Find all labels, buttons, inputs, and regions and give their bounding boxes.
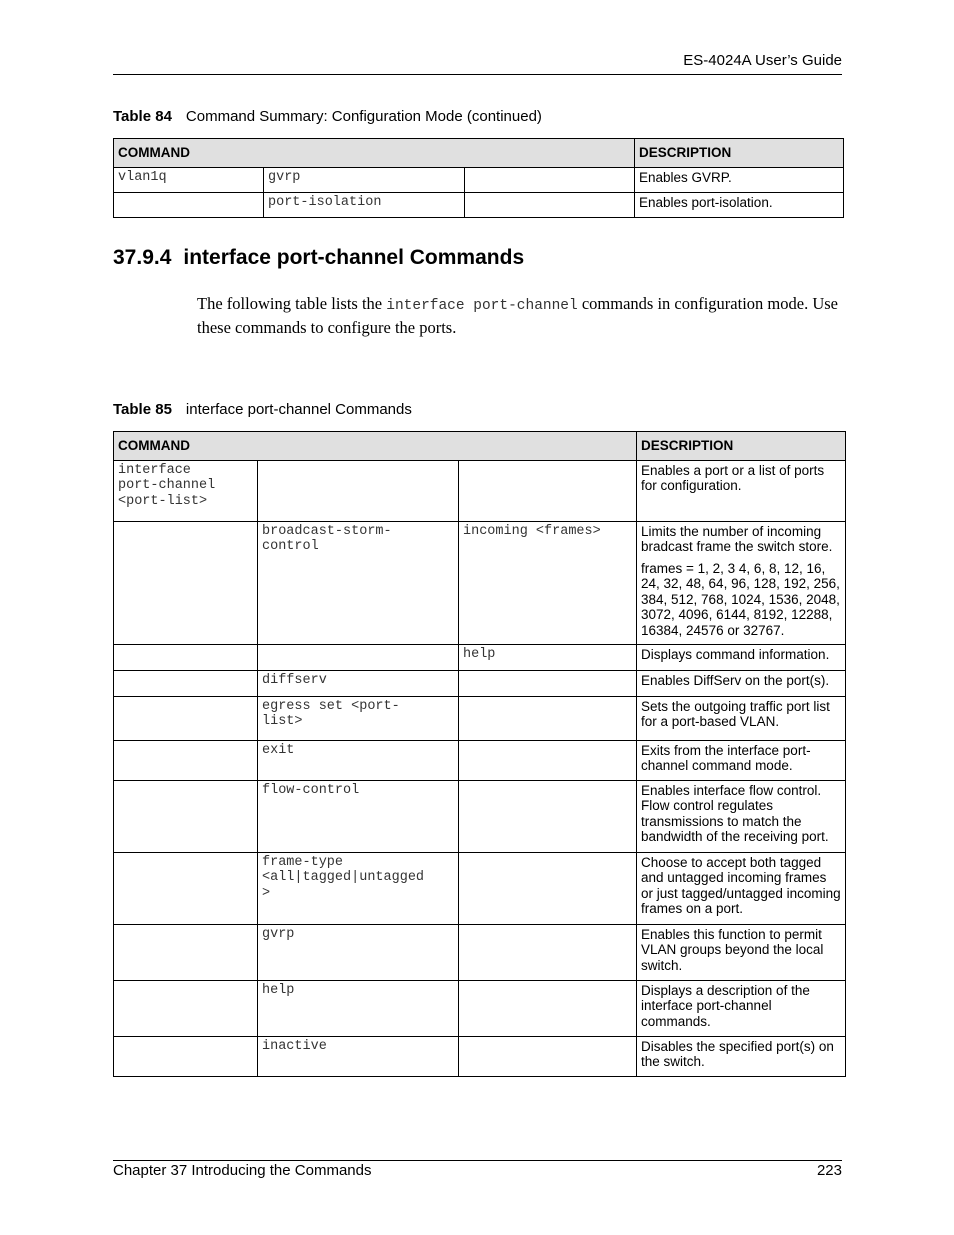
command-cell (114, 670, 258, 696)
description-text: Exits from the interface port-channel command mode. (641, 742, 811, 773)
command-cell: gvrp (258, 924, 459, 980)
description-cell (637, 780, 846, 852)
table-85-caption (113, 401, 412, 418)
table-row (114, 924, 846, 980)
command-cell (114, 1036, 258, 1076)
description-text: Enables DiffServ on the port(s). (641, 672, 830, 688)
command-cell (465, 167, 635, 192)
command-cell: help (258, 980, 459, 1036)
command-cell (459, 924, 637, 980)
table-row (114, 670, 846, 696)
table-row (114, 780, 846, 852)
command-cell (114, 696, 258, 740)
table-85-header-row (114, 432, 846, 461)
description-text: Enables GVRP. (639, 169, 732, 185)
table-84-label: Table 84 (113, 108, 172, 125)
command-cell (459, 1036, 637, 1076)
table-84-caption (113, 108, 542, 125)
description-text: Enables interface flow control. Flow control regulates transmissions to match the bandwidth of the receiving port. (641, 782, 829, 844)
command-cell: incoming <frames> (459, 521, 637, 644)
description-text: Sets the outgoing traffic port list for a port-based VLAN. (641, 698, 830, 729)
command-cell (459, 670, 637, 696)
command-cell: gvrp (264, 167, 465, 192)
command-cell (459, 852, 637, 924)
table-row (114, 1036, 846, 1076)
description-cell (637, 644, 846, 670)
description-text: Displays command information. (641, 646, 830, 662)
intro-text-before: The following table lists the (197, 294, 387, 313)
command-cell: broadcast-storm- control (258, 521, 459, 644)
section-heading (113, 246, 524, 270)
table-84-header-row (114, 139, 844, 168)
command-cell (459, 696, 637, 740)
table-row (114, 740, 846, 780)
table-row (114, 521, 846, 644)
command-cell (114, 192, 264, 217)
description-cell (637, 670, 846, 696)
command-cell (114, 740, 258, 780)
command-cell (114, 924, 258, 980)
description-cell (637, 521, 846, 644)
command-cell (114, 780, 258, 852)
command-cell: help (459, 644, 637, 670)
table-85-header-description: DESCRIPTION (637, 432, 846, 461)
intro-code: interface port-channel (386, 298, 578, 314)
command-cell: exit (258, 740, 459, 780)
description-text: frames = 1, 2, 3 4, 6, 8, 12, 16, 24, 32, 48, 64, 96, 128, 192, 256, 384, 512, 768, 1024, 1536, 2048, 3072, 4096, 6144, 8192, 12288, 16384, 24576 or 32767. (641, 560, 840, 638)
header-rule (113, 74, 842, 75)
command-cell: frame-type <all|tagged|untagged > (258, 852, 459, 924)
command-cell: vlan1q (114, 167, 264, 192)
table-84-header-description: DESCRIPTION (635, 139, 844, 168)
table-row (114, 460, 846, 521)
description-cell (637, 460, 846, 521)
command-cell (114, 644, 258, 670)
description-text: Choose to accept both tagged and untagged incoming frames or just tagged/untagged incoming frames on a port. (641, 854, 841, 916)
table-84 (113, 138, 844, 218)
command-cell: egress set <port- list> (258, 696, 459, 740)
command-cell (459, 980, 637, 1036)
table-row (114, 644, 846, 670)
command-cell: port-isolation (264, 192, 465, 217)
command-cell (459, 740, 637, 780)
command-cell (258, 460, 459, 521)
command-cell: inactive (258, 1036, 459, 1076)
description-cell (637, 740, 846, 780)
table-row (114, 192, 844, 217)
command-cell (258, 644, 459, 670)
table-85-header-command: COMMAND (114, 432, 637, 461)
footer-chapter: Chapter 37 Introducing the Commands (113, 1162, 372, 1179)
command-cell: diffserv (258, 670, 459, 696)
command-cell (459, 780, 637, 852)
description-cell (637, 852, 846, 924)
section-title: interface port-channel Commands (183, 246, 525, 269)
description-text: Disables the specified port(s) on the switch. (641, 1038, 834, 1069)
table-85 (113, 431, 846, 1077)
command-cell (465, 192, 635, 217)
table-85-label: Table 85 (113, 401, 172, 418)
description-text: Enables this function to permit VLAN groups beyond the local switch. (641, 926, 824, 973)
description-cell (637, 696, 846, 740)
footer-rule (113, 1160, 842, 1161)
section-number: 37.9.4 (113, 246, 172, 269)
description-cell (637, 980, 846, 1036)
description-text: Displays a description of the interface port-channel commands. (641, 982, 810, 1029)
description-text: Enables port-isolation. (639, 194, 773, 210)
command-cell (114, 521, 258, 644)
description-cell (635, 192, 844, 217)
description-cell (635, 167, 844, 192)
command-cell: interface port-channel <port-list> (114, 460, 258, 521)
command-cell (459, 460, 637, 521)
command-cell: flow-control (258, 780, 459, 852)
table-row (114, 980, 846, 1036)
command-cell (114, 852, 258, 924)
table-84-title: Command Summary: Configuration Mode (continued) (185, 108, 542, 125)
description-text: Enables a port or a list of ports for configuration. (641, 462, 825, 493)
table-85-title: interface port-channel Commands (185, 401, 412, 418)
table-row (114, 696, 846, 740)
running-header-title: ES-4024A User’s Guide (683, 52, 842, 69)
table-84-header-command: COMMAND (114, 139, 635, 168)
description-cell (637, 1036, 846, 1076)
footer-page-number: 223 (816, 1162, 842, 1179)
intro-text-after: commands in configuration mode. Use these commands to configure the ports. (197, 294, 838, 337)
intro-paragraph (197, 293, 847, 338)
table-row (114, 852, 846, 924)
command-cell (114, 980, 258, 1036)
table-row (114, 167, 844, 192)
description-cell (637, 924, 846, 980)
description-text: Limits the number of incoming bradcast frame the switch store. (641, 523, 833, 554)
